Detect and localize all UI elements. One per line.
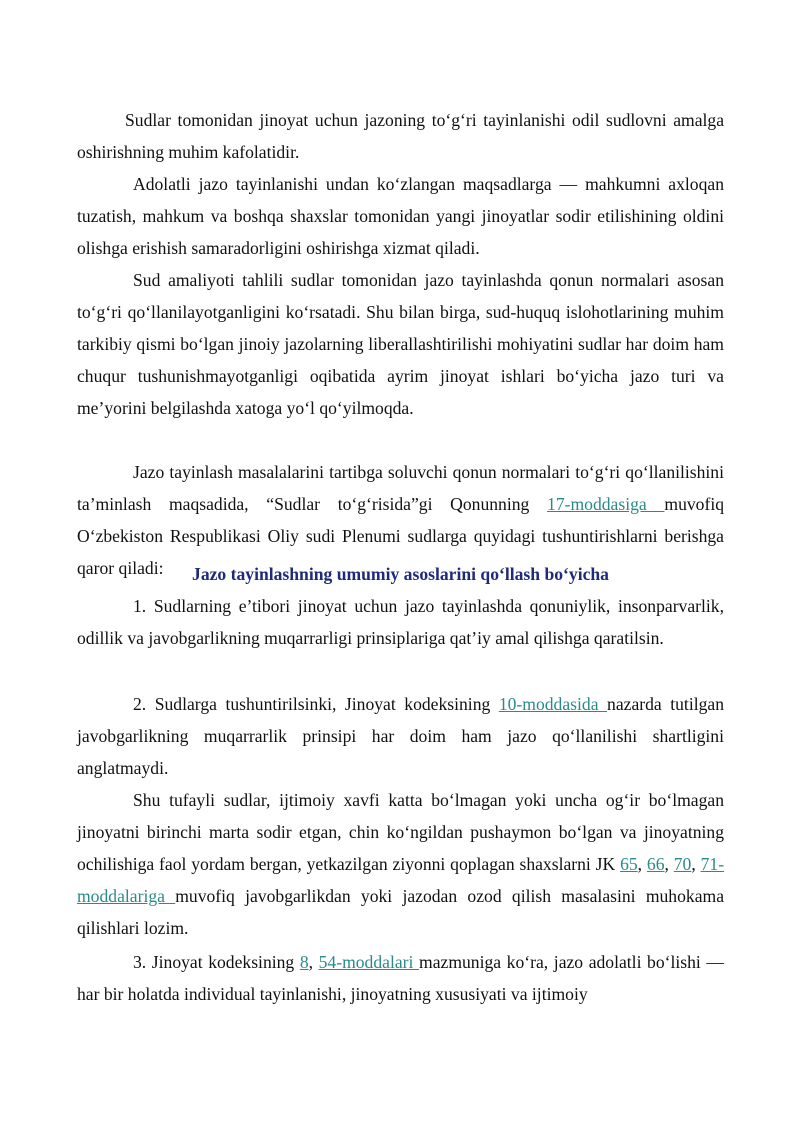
paragraph-item-1: 1. Sudlarning e’tibori jinoyat uchun jazo tayinlashda qonuniylik, insonparvarlik, odillik va javobgarlikning muqarrarligi prinsiplariga qat’iy amal qilishga qaratilsin.	[77, 596, 724, 648]
article-70-link[interactable]: 70	[673, 854, 692, 874]
text-segment: 2. Sudlarga tushuntirilsinki, Jinoyat kodeksining	[133, 694, 499, 714]
article-8-link[interactable]: 8	[299, 952, 309, 972]
paragraph-fair-punishment: Adolatli jazo tayinlanishi undan koʻzlangan maqsadlarga — mahkumni axloqan tuzatish, mahkum va boshqa shaxslar tomonidan yangi jinoyatlar sodir etilishining oldini olishga erishish samaradorligini oshirishga xizmat qiladi.	[77, 174, 724, 258]
separator: ,	[664, 854, 674, 874]
separator: ,	[637, 854, 647, 874]
article-71-link[interactable]: 71-moddalariga	[77, 854, 725, 906]
paragraph-item-3	[77, 946, 724, 1010]
paragraph-intro: Sudlar tomonidan jinoyat uchun jazoning toʻgʻri tayinlanishi odil sudlovni amalga oshirishning muhim kafolatidir.	[77, 110, 724, 162]
article-65-link[interactable]: 65	[620, 854, 638, 874]
article-17-link[interactable]: 17-moddasiga	[547, 494, 665, 514]
separator: ,	[308, 952, 319, 972]
article-10-link[interactable]: 10-moddasida	[498, 694, 608, 714]
text-segment: muvofiq Oʻzbekiston Respublikasi Oliy sudi Plenumi sudlarga quyidagi tushuntirishlarni berishga qaror qiladi:	[77, 494, 725, 578]
paragraph-exemption	[77, 784, 724, 944]
separator: ,	[691, 854, 701, 874]
text-segment: 3. Jinoyat kodeksining	[133, 952, 300, 972]
section-heading: Jazo tayinlashning umumiy asoslarini qoʻllash boʻyicha	[192, 564, 609, 584]
text-segment: nazarda tutilgan javobgarlikning muqarrarlik prinsipi har doim ham jazo qoʻllanilishi shartligini anglatmaydi.	[77, 694, 724, 778]
text-segment: muvofiq javobgarlikdan yoki jazodan ozod qilish masalasini muhokama qilishlari lozim.	[77, 886, 724, 938]
paragraph-court-practice: Sud amaliyoti tahlili sudlar tomonidan jazo tayinlashda qonun normalari asosan toʻgʻri qoʻllanilayotganligini koʻrsatadi. Shu bilan birga, sud-huquq islohotlarining muhim tarkibiy qismi boʻlgan jinoiy jazolarning liberallashtirilishi mohiyatini sudlar har doim ham chuqur tushunishmayotganligi oqibatida ayrim jinoyat ishlari boʻyicha jazo turi va me’yorini belgilashda xatoga yoʻl qoʻyilmoqda.	[77, 270, 724, 418]
paragraph-item-2	[77, 688, 724, 784]
text-segment: Shu tufayli sudlar, ijtimoiy xavfi katta boʻlmagan yoki uncha ogʻir boʻlmagan jinoyatni birinchi marta sodir etgan, chin koʻngildan pushaymon boʻlgan va jinoyatning ochilishiga faol yordam bergan, yetkazilgan ziyonni qoplagan shaxslarni JK	[77, 790, 724, 874]
article-54-link[interactable]: 54-moddalari	[318, 952, 420, 972]
article-66-link[interactable]: 66	[646, 854, 665, 874]
text-segment: mazmuniga koʻra, jazo adolatli boʻlishi — har bir holatda individual tayinlanishi, jinoyatning xususiyati va ijtimoiy	[77, 952, 725, 1004]
text-segment: Jazo tayinlash masalalarini tartibga soluvchi qonun normalari toʻgʻri qoʻllanilishini ta’minlash maqsadida, “Sudlar toʻgʻrisida”gi Qonunning	[77, 462, 724, 514]
